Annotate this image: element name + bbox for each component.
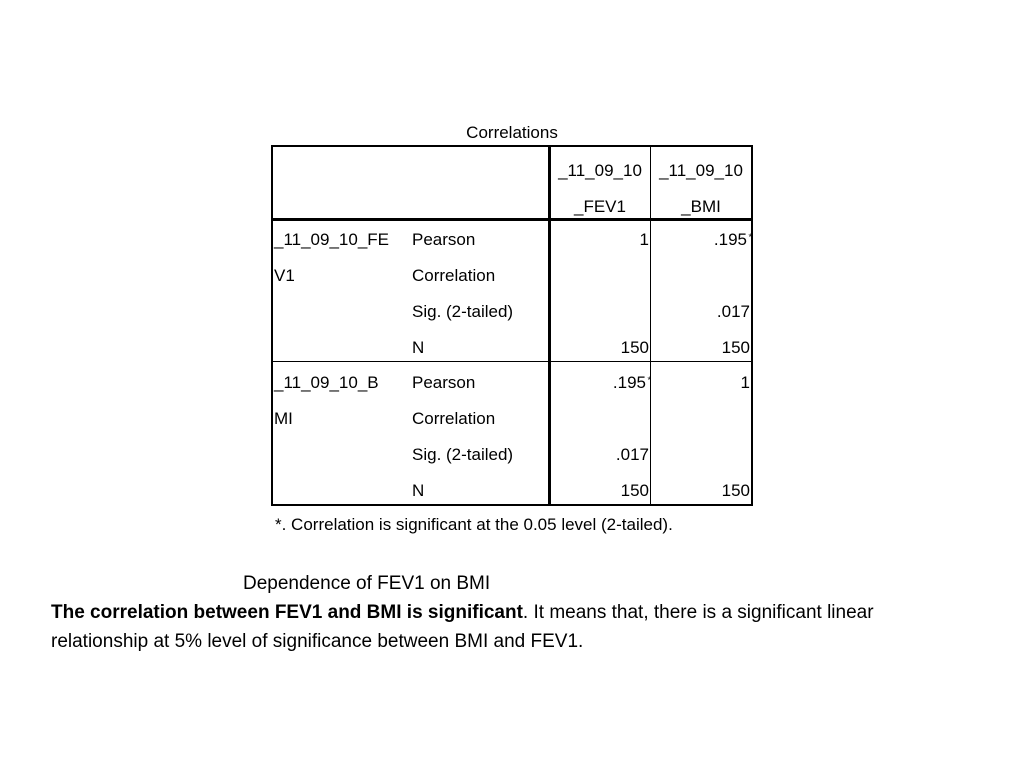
stat-label: Pearson: [412, 373, 476, 392]
conclusion-bold: The correlation between FEV1 and BMI is significant: [51, 602, 523, 623]
col-header-bmi-line2: _BMI: [681, 197, 721, 216]
stat-label: Pearson: [412, 230, 476, 249]
correlations-table: [271, 145, 753, 506]
significance-mark: *: [647, 375, 651, 385]
stat-label: Correlation: [412, 266, 496, 285]
divider-row: [273, 361, 751, 362]
value-cell: [651, 230, 752, 250]
value-cell: .017: [716, 302, 750, 321]
conclusion-rest: . It means that, there is a significant linear: [522, 602, 874, 623]
value-cell: 150: [721, 481, 750, 500]
row-var-bmi-line1: _11_09_10_B: [274, 373, 379, 392]
table-footnote: *. Correlation is significant at the 0.05 level (2-tailed).: [275, 515, 673, 534]
table-title: Correlations: [466, 123, 558, 142]
col-header-fev1-line2: _FEV1: [574, 197, 626, 216]
row-var-fev1-line2: V1: [274, 266, 295, 285]
value-cell: 150: [620, 338, 649, 357]
conclusion-line2: relationship at 5% level of significance between BMI and FEV1.: [51, 631, 584, 652]
stat-label: Sig. (2-tailed): [412, 445, 514, 464]
col-header-fev1-line1: _11_09_10: [558, 161, 642, 180]
value-cell: 1: [639, 230, 649, 249]
conclusion-text: [51, 598, 1024, 656]
row-var-fev1-line1: _11_09_10_FE: [274, 230, 390, 249]
value-cell: .017: [615, 445, 649, 464]
stat-label: Correlation: [412, 409, 496, 428]
stat-label: N: [412, 481, 425, 500]
stat-label: Sig. (2-tailed): [412, 302, 514, 321]
divider-header: [273, 218, 751, 221]
col-header-bmi-line1: _11_09_10: [659, 161, 743, 180]
stat-label: N: [412, 338, 425, 357]
significance-mark: *: [748, 232, 752, 242]
value-cell: 150: [721, 338, 750, 357]
value-cell: [551, 373, 651, 393]
value-text: .195: [713, 230, 747, 249]
value-cell: 1: [740, 373, 750, 392]
slide-caption: Dependence of FEV1 on BMI: [243, 573, 491, 594]
value-cell: 150: [620, 481, 649, 500]
row-var-bmi-line2: MI: [274, 409, 293, 428]
value-text: .195: [612, 373, 646, 392]
